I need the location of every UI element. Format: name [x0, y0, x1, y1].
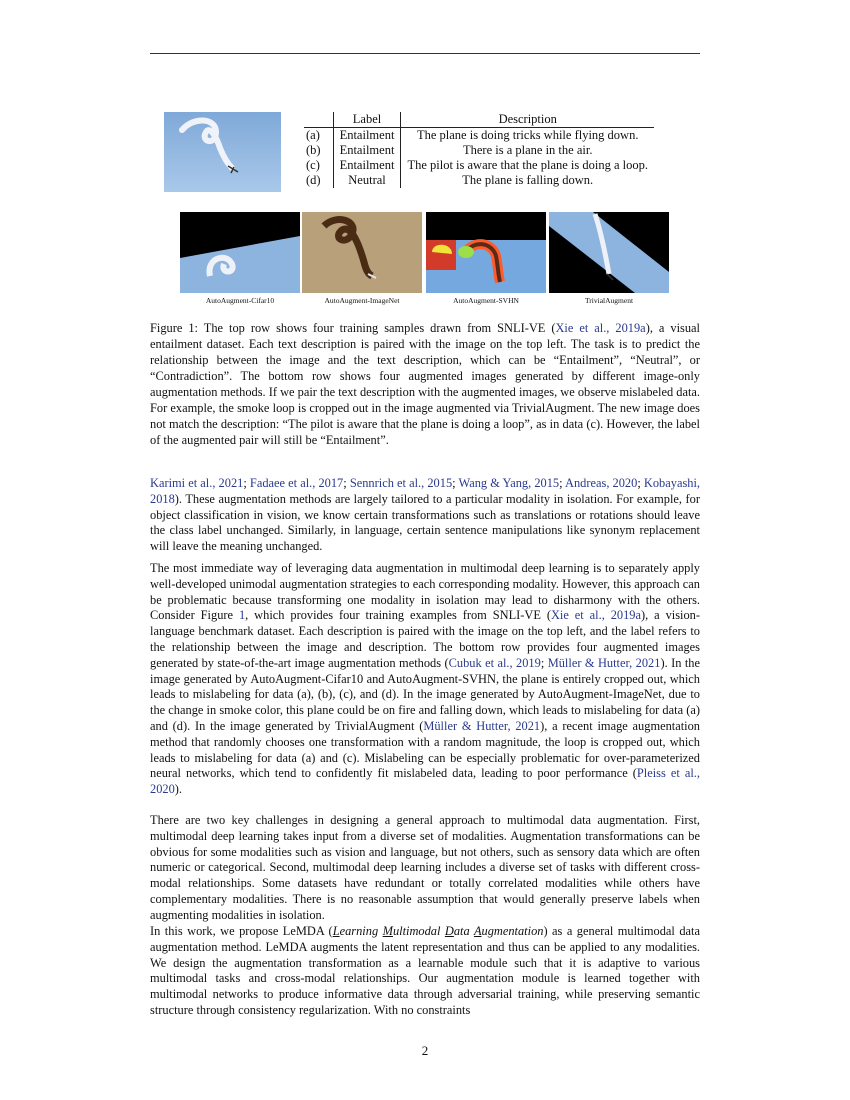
table-header-id [304, 112, 333, 128]
paragraph-text: In this work, we propose LeMDA ( [150, 924, 333, 938]
aug-caption-imagenet: AutoAugment-ImageNet [324, 296, 400, 305]
table-row [304, 143, 654, 158]
row-label: Neutral [333, 173, 401, 188]
citation-link[interactable]: Xie et al., 2019a [550, 608, 641, 623]
acronym-word: ugmentation [481, 924, 544, 938]
row-description: There is a plane in the air. [462, 143, 593, 157]
paragraph-text: The most immediate way of leveraging data augmentation in multimodal deep learning is to separately apply well-developed unimodal augmentation strategies to each corresponding modality. However, this approach can be problematic because transforming one modality in isolation may lead to disharmony with the others. Consider Figure [150, 561, 700, 623]
aug-caption-svhn: AutoAugment-SVHN [453, 296, 519, 305]
paragraph-text: ; [540, 655, 548, 670]
citation-link[interactable]: Karimi et al., 2021 [150, 476, 244, 490]
aug-caption-cifar10: AutoAugment-Cifar10 [205, 296, 275, 305]
table-row [304, 173, 654, 188]
paragraph-text: ), a recent image augmentation method that randomly chooses one transformation with a random magnitude, the loop is cropped out, which leads to mislabeling for data (a) and (c). Mislabeling can be especially problematic for over-parameterized neural networks, which tend to confidently fit mislabeled data, leading to poor performance ( [150, 718, 700, 781]
paragraph-text: ; [559, 476, 566, 490]
table-header-label: Label [333, 112, 401, 128]
row-label: Entailment [333, 128, 401, 144]
paragraph-text: ). These augmentation methods are largely tailored to a particular modality in isolation. For example, for object classification in vision, we know certain transformations such as translations or rotations should leave the class label unchanged. Similarly, in language, certain sentence manipulations like synonym replacement will leave the meaning unchanged. [150, 491, 700, 554]
citation-link[interactable]: Müller & Hutter, 2021 [423, 718, 541, 733]
paragraph-4 [150, 924, 700, 1019]
acronym-letter: D [444, 924, 454, 938]
lemda-expansion [333, 924, 544, 938]
aug-image-imagenet [302, 212, 422, 293]
paragraph-text: ; [243, 476, 250, 490]
acronym-word: ultimodal [392, 924, 445, 938]
row-id: (c) [306, 158, 320, 172]
paragraph-text: ). In the image generated by AutoAugment-Cifar10 and AutoAugment-SVHN, the plane is entirely cropped out, which leads to mislabeling for data (a), (b), (c), and (d). In the image generated by AutoAugment-ImageNet, due to the change in smoke color, this plane could be on fire and falling down, which leads to mislabeling for data (a) and (d). In the image generated by TrivialAugment ( [150, 655, 700, 733]
paragraph-3: There are two key challenges in designing a general approach to multimodal data augmentation. First, multimodal deep learning takes input from a diverse set of modalities. Augmentation transformations can be obvious for some modalities such as vision and language, but not others, such as sensory data which are often numeric or categorical. Second, multimodal deep learning includes a diverse set of tasks with different cross-modal relationships. Some datasets have redundant or totally correlated modalities while others have complementary modalities. There is no reasonable assumption that would generally preserve labels when augmenting modalities in isolation. [150, 813, 700, 922]
caption-text: ), a visual entailment dataset. Each text description is paired with the image on the top left. The task is to predict the relationship between the image and the text description, which can be “Entailment”, “Neutral”, or “Contradiction”. The bottom row shows four augmented images generated by different image-only augmentation methods. If we pair the text description with the augmented images, we observe mislabeled data. For example, the smoke loop is cropped out in the image augmented via TrivialAugment. The new image does not match the description: “The pilot is aware that the plane is doing a loop”, as in data (c). However, the label of the augmented pair will still be “Entailment”. [150, 321, 700, 447]
citation-link[interactable]: Sennrich et al., 2015 [349, 476, 453, 490]
paragraph-1 [150, 476, 700, 555]
sample-table [304, 112, 654, 188]
citation-link[interactable]: Fadaee et al., 2017 [249, 476, 344, 490]
citation-link[interactable]: Andreas, 2020 [565, 476, 638, 490]
aug-image-trivialaugment [549, 212, 669, 293]
citation-link[interactable]: Cubuk et al., 2019 [448, 655, 541, 670]
caption-text: Figure 1: The top row shows four training samples drawn from SNLI-VE ( [150, 321, 556, 335]
page-number: 2 [421, 1043, 429, 1058]
table-header-description: Description [401, 112, 654, 128]
row-id: (b) [306, 143, 321, 157]
paragraph-text: ; [452, 476, 459, 490]
acronym-letter: M [382, 924, 393, 938]
paragraph-text: ; [343, 476, 350, 490]
aug-caption-trivialaugment: TrivialAugment [584, 296, 634, 305]
sample-image-plane [164, 112, 281, 192]
figure-reference-link[interactable]: 1 [238, 608, 246, 623]
row-description: The plane is falling down. [462, 173, 594, 187]
citation-link[interactable]: Wang & Yang, 2015 [458, 476, 560, 490]
aug-image-svhn [426, 212, 546, 293]
figure-caption [150, 320, 700, 448]
table-row [304, 128, 654, 144]
citation-link[interactable]: Kobayashi, 2018 [150, 476, 700, 506]
row-label: Entailment [333, 158, 401, 173]
row-description: The pilot is aware that the plane is doing a loop. [407, 158, 649, 172]
paragraph-text: ). [174, 782, 183, 797]
citation-link[interactable]: Pleiss et al., 2020 [150, 766, 700, 797]
table-row [304, 158, 654, 173]
citation-link[interactable]: Müller & Hutter, 2021 [547, 655, 661, 670]
paragraph-text: ; [637, 476, 644, 490]
row-description: The plane is doing tricks while flying down. [416, 128, 639, 142]
row-id: (d) [306, 173, 321, 187]
paragraph-text: ), a vision-language benchmark dataset. Each description is paired with the image on the top left, and the label refers to the relationship between the image and description. The bottom row provides four augmented images generated by state-of-the-art image augmentation methods ( [150, 608, 700, 670]
header-rule [150, 53, 700, 54]
aug-image-cifar10 [180, 212, 300, 293]
row-label: Entailment [333, 143, 401, 158]
row-id: (a) [306, 128, 320, 142]
acronym-word: earning [339, 924, 383, 938]
acronym-word: ata [453, 924, 474, 938]
paragraph-2 [150, 561, 700, 798]
acronym-letter: A [473, 924, 482, 938]
citation-link[interactable]: Xie et al., 2019a [555, 321, 646, 335]
paragraph-text: , which provides four training examples from SNLI-VE ( [245, 608, 551, 623]
paragraph-text: ) as a general multimodal data augmentation method. LeMDA augments the latent representation and thus can be applied to any modalities. We design the augmentation transformation as a learnable module such that it is adaptive to various multimodal tasks and cross-modal relationships. Our augmentation module is learned together with multimodal networks to produce informative data through adversarial training, while preserving semantic structure through consistency regularization. With no constraints [150, 924, 700, 1017]
acronym-letter: L [332, 924, 340, 938]
